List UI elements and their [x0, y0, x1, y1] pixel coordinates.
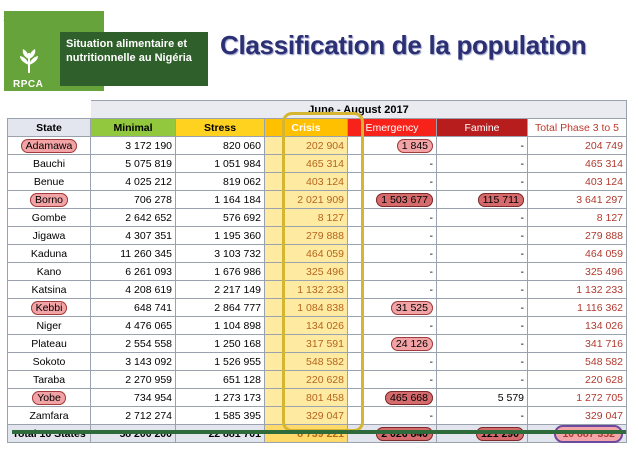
cell-value: 24 126: [391, 337, 433, 351]
cell-value: 220 628: [585, 373, 623, 386]
cell-value: -: [429, 319, 433, 332]
cell-state: [8, 209, 91, 227]
cell-minimal: [91, 335, 176, 353]
cell-value: 1 676 986: [214, 265, 261, 278]
cell-value: -: [429, 211, 433, 224]
cell-crisis: [265, 371, 348, 389]
cell-total: [528, 407, 627, 425]
cell-value: 1 273 173: [214, 391, 261, 404]
state-name: Kaduna: [30, 247, 68, 260]
cell-famine: [437, 209, 528, 227]
cell-value: 734 954: [134, 391, 172, 404]
cell-stress: [176, 155, 265, 173]
table-row: [8, 389, 627, 407]
state-name: Gombe: [31, 211, 67, 224]
table-row: [8, 353, 627, 371]
cell-value: 3 143 092: [125, 355, 172, 368]
cell-value: 5 075 819: [125, 157, 172, 170]
cell-state: [8, 281, 91, 299]
cell-stress: [176, 245, 265, 263]
cell-stress: [176, 281, 265, 299]
state-name: Taraba: [32, 373, 66, 386]
cell-famine: [437, 299, 528, 317]
cell-minimal: [91, 371, 176, 389]
cell-total: [528, 335, 627, 353]
cell-value: 464 059: [585, 247, 623, 260]
cell-value: 1 132 233: [576, 283, 623, 296]
cell-value: 465 314: [306, 157, 344, 170]
cell-minimal: [91, 317, 176, 335]
table-row: [8, 227, 627, 245]
cell-minimal: [91, 281, 176, 299]
cell-emergency: [348, 227, 437, 245]
cell-value: 1 845: [397, 139, 433, 153]
table-row: [8, 245, 627, 263]
cell-value: 2 712 274: [125, 409, 172, 422]
cell-emergency: [348, 245, 437, 263]
cell-state: [8, 191, 91, 209]
cell-value: 2 217 149: [214, 283, 261, 296]
cell-state: [8, 263, 91, 281]
cell-famine: [437, 407, 528, 425]
cell-value: 4 208 619: [125, 283, 172, 296]
cell-value: 1 250 168: [214, 337, 261, 350]
cell-total: [528, 227, 627, 245]
cell-stress: [176, 389, 265, 407]
cell-value: 1 084 838: [297, 301, 344, 314]
state-name: Katsina: [31, 283, 67, 296]
cell-crisis: [265, 173, 348, 191]
cell-value: 317 591: [306, 337, 344, 350]
state-name: Sokoto: [32, 355, 66, 368]
cell-stress: [176, 263, 265, 281]
cell-total: [528, 173, 627, 191]
cell-stress: [176, 137, 265, 155]
cell-value: 6 261 093: [125, 265, 172, 278]
cell-value: 341 716: [585, 337, 623, 350]
page-title: Classification de la population: [220, 30, 587, 60]
cell-value: 548 582: [585, 355, 623, 368]
cell-total: [528, 353, 627, 371]
cell-total: [528, 317, 627, 335]
cell-emergency: [348, 317, 437, 335]
state-name: Yobe: [32, 391, 66, 405]
cell-total: [528, 281, 627, 299]
cell-value: 801 458: [306, 391, 344, 404]
state-name: Adamawa: [21, 139, 78, 153]
cell-stress: [176, 173, 265, 191]
cell-crisis: [265, 281, 348, 299]
cell-state: [8, 245, 91, 263]
cell-minimal: [91, 299, 176, 317]
cell-value: 325 496: [306, 265, 344, 278]
cell-value: -: [429, 409, 433, 422]
column-header-famine: Famine: [437, 119, 528, 137]
cell-minimal: [91, 353, 176, 371]
cell-total: [528, 299, 627, 317]
cell-value: -: [520, 211, 524, 224]
cell-value: 548 582: [306, 355, 344, 368]
cell-value: 403 124: [306, 175, 344, 188]
cell-famine: [437, 335, 528, 353]
cell-minimal: [91, 407, 176, 425]
cell-emergency: [348, 335, 437, 353]
classification-table: [7, 100, 627, 443]
cell-state: [8, 407, 91, 425]
cell-stress: [176, 191, 265, 209]
cell-minimal: [91, 227, 176, 245]
cell-value: -: [520, 247, 524, 260]
cell-value: 4 025 212: [125, 175, 172, 188]
cell-value: 8 127: [596, 211, 623, 224]
cell-stress: [176, 353, 265, 371]
cell-emergency: [348, 155, 437, 173]
cell-crisis: [265, 191, 348, 209]
cell-emergency: [348, 263, 437, 281]
cell-state: [8, 137, 91, 155]
period-header: June - August 2017: [91, 101, 627, 119]
cell-value: -: [429, 175, 433, 188]
cell-minimal: [91, 137, 176, 155]
cell-value: 820 060: [223, 139, 261, 152]
table-row: [8, 371, 627, 389]
state-name: Bauchi: [32, 157, 66, 170]
cell-value: 1 051 984: [214, 157, 261, 170]
cell-value: -: [520, 139, 524, 152]
cell-total: [528, 371, 627, 389]
cell-stress: [176, 371, 265, 389]
cell-crisis: [265, 335, 348, 353]
cell-value: 2 642 652: [125, 211, 172, 224]
state-name: Kebbi: [31, 301, 68, 315]
cell-value: 1 585 395: [214, 409, 261, 422]
cell-value: 1 116 362: [577, 301, 623, 314]
cell-minimal: [91, 191, 176, 209]
cell-value: 2 554 558: [125, 337, 172, 350]
cell-crisis: [265, 209, 348, 227]
cell-value: -: [429, 157, 433, 170]
cell-value: -: [520, 301, 524, 314]
cell-total: [528, 263, 627, 281]
cell-stress: [176, 209, 265, 227]
footer-divider: [12, 430, 626, 434]
cell-value: -: [520, 175, 524, 188]
column-header-state: State: [8, 119, 91, 137]
cell-total: [528, 191, 627, 209]
cell-value: 1 104 898: [214, 319, 261, 332]
table-row: [8, 407, 627, 425]
table-row: [8, 173, 627, 191]
state-name: Plateau: [31, 337, 67, 350]
cell-value: 3 641 297: [576, 193, 623, 206]
cell-value: 464 059: [306, 247, 344, 260]
cell-minimal: [91, 245, 176, 263]
cell-value: 1 272 705: [576, 391, 623, 404]
cell-minimal: [91, 209, 176, 227]
table-row: [8, 299, 627, 317]
state-name: Benue: [33, 175, 65, 188]
cell-value: 706 278: [134, 193, 172, 206]
cell-value: -: [429, 355, 433, 368]
cell-crisis: [265, 227, 348, 245]
cell-crisis: [265, 155, 348, 173]
column-header-total: Total Phase 3 to 5: [528, 119, 627, 137]
cell-state: [8, 299, 91, 317]
page-subtitle: Situation alimentaire et nutritionnelle au Nigéria: [66, 38, 192, 64]
cell-value: 403 124: [585, 175, 623, 188]
cell-state: [8, 389, 91, 407]
cell-stress: [176, 227, 265, 245]
cell-famine: [437, 281, 528, 299]
cell-value: 11 260 345: [120, 247, 172, 260]
cell-stress: [176, 407, 265, 425]
cell-state: [8, 227, 91, 245]
cell-emergency: [348, 209, 437, 227]
cell-value: 279 888: [585, 229, 623, 242]
state-name: Niger: [36, 319, 62, 332]
state-name: Borno: [30, 193, 68, 207]
cell-value: 2 270 959: [125, 373, 172, 386]
state-name: Zamfara: [29, 409, 69, 422]
cell-value: -: [520, 337, 524, 350]
cell-famine: [437, 155, 528, 173]
cell-value: 651 128: [223, 373, 261, 386]
cell-value: 4 307 351: [125, 229, 172, 242]
cell-emergency: [348, 299, 437, 317]
cell-value: 31 525: [391, 301, 433, 315]
cell-crisis: [265, 317, 348, 335]
wheat-logo-icon: [14, 45, 44, 75]
cell-value: 3 103 732: [214, 247, 261, 260]
cell-value: -: [520, 319, 524, 332]
cell-minimal: [91, 173, 176, 191]
cell-emergency: [348, 371, 437, 389]
cell-value: -: [520, 229, 524, 242]
cell-emergency: [348, 173, 437, 191]
cell-value: 4 476 065: [125, 319, 172, 332]
cell-famine: [437, 137, 528, 155]
cell-crisis: [265, 353, 348, 371]
cell-value: 648 741: [134, 301, 172, 314]
cell-value: 325 496: [585, 265, 623, 278]
cell-emergency: [348, 281, 437, 299]
cell-emergency: [348, 389, 437, 407]
cell-value: 5 579: [497, 391, 524, 404]
cell-total: [528, 155, 627, 173]
cell-value: -: [520, 157, 524, 170]
cell-value: 2 864 777: [214, 301, 261, 314]
cell-value: 1 195 360: [214, 229, 261, 242]
cell-famine: [437, 191, 528, 209]
cell-value: -: [429, 229, 433, 242]
cell-famine: [437, 371, 528, 389]
cell-minimal: [91, 155, 176, 173]
cell-value: -: [429, 265, 433, 278]
cell-value: 1 132 233: [297, 283, 344, 296]
cell-total: [528, 245, 627, 263]
cell-minimal: [91, 389, 176, 407]
cell-value: -: [520, 409, 524, 422]
cell-value: 329 047: [306, 409, 344, 422]
cell-value: -: [520, 355, 524, 368]
cell-value: 279 888: [306, 229, 344, 242]
cell-famine: [437, 263, 528, 281]
cell-value: 3 172 190: [125, 139, 172, 152]
cell-value: 1 164 184: [214, 193, 261, 206]
cell-value: -: [520, 265, 524, 278]
column-header-emergency: Emergency: [348, 119, 437, 137]
cell-total: [528, 209, 627, 227]
cell-value: 134 026: [585, 319, 623, 332]
cell-total: [528, 137, 627, 155]
cell-emergency: [348, 353, 437, 371]
cell-value: 1 503 677: [376, 193, 433, 207]
cell-famine: [437, 245, 528, 263]
cell-stress: [176, 317, 265, 335]
cell-value: -: [520, 283, 524, 296]
cell-value: -: [520, 373, 524, 386]
state-name: Kano: [36, 265, 62, 278]
table-row: [8, 317, 627, 335]
cell-crisis: [265, 389, 348, 407]
state-name: Jigawa: [32, 229, 66, 242]
cell-emergency: [348, 407, 437, 425]
table-row: [8, 191, 627, 209]
cell-value: 1 526 955: [214, 355, 261, 368]
cell-value: 202 904: [306, 139, 344, 152]
cell-value: 576 692: [223, 211, 261, 224]
cell-state: [8, 173, 91, 191]
period-header-blank: [8, 101, 91, 119]
cell-value: 204 749: [585, 139, 623, 152]
cell-value: -: [429, 373, 433, 386]
cell-crisis: [265, 407, 348, 425]
cell-value: 134 026: [306, 319, 344, 332]
table-row: [8, 335, 627, 353]
cell-crisis: [265, 263, 348, 281]
cell-minimal: [91, 263, 176, 281]
cell-crisis: [265, 245, 348, 263]
table-row: [8, 263, 627, 281]
cell-value: 465 668: [385, 391, 433, 405]
cell-famine: [437, 227, 528, 245]
cell-famine: [437, 353, 528, 371]
cell-state: [8, 317, 91, 335]
cell-state: [8, 371, 91, 389]
cell-stress: [176, 335, 265, 353]
cell-crisis: [265, 299, 348, 317]
column-header-crisis: Crisis: [265, 119, 348, 137]
table-row: [8, 209, 627, 227]
cell-value: -: [429, 247, 433, 260]
cell-value: -: [429, 283, 433, 296]
column-header-minimal: Minimal: [91, 119, 176, 137]
brand-acronym: RPCA: [13, 79, 44, 90]
cell-total: [528, 389, 627, 407]
table-row: [8, 137, 627, 155]
cell-famine: [437, 317, 528, 335]
cell-emergency: [348, 137, 437, 155]
cell-stress: [176, 299, 265, 317]
table-row: [8, 281, 627, 299]
cell-value: 115 711: [478, 193, 524, 207]
cell-famine: [437, 389, 528, 407]
cell-value: 819 062: [223, 175, 261, 188]
cell-value: 2 021 909: [297, 193, 344, 206]
cell-value: 220 628: [306, 373, 344, 386]
cell-famine: [437, 173, 528, 191]
cell-state: [8, 353, 91, 371]
cell-value: 465 314: [585, 157, 623, 170]
table-row: [8, 155, 627, 173]
cell-emergency: [348, 191, 437, 209]
cell-value: 8 127: [317, 211, 344, 224]
column-header-stress: Stress: [176, 119, 265, 137]
cell-state: [8, 155, 91, 173]
cell-crisis: [265, 137, 348, 155]
cell-state: [8, 335, 91, 353]
cell-value: 329 047: [585, 409, 623, 422]
